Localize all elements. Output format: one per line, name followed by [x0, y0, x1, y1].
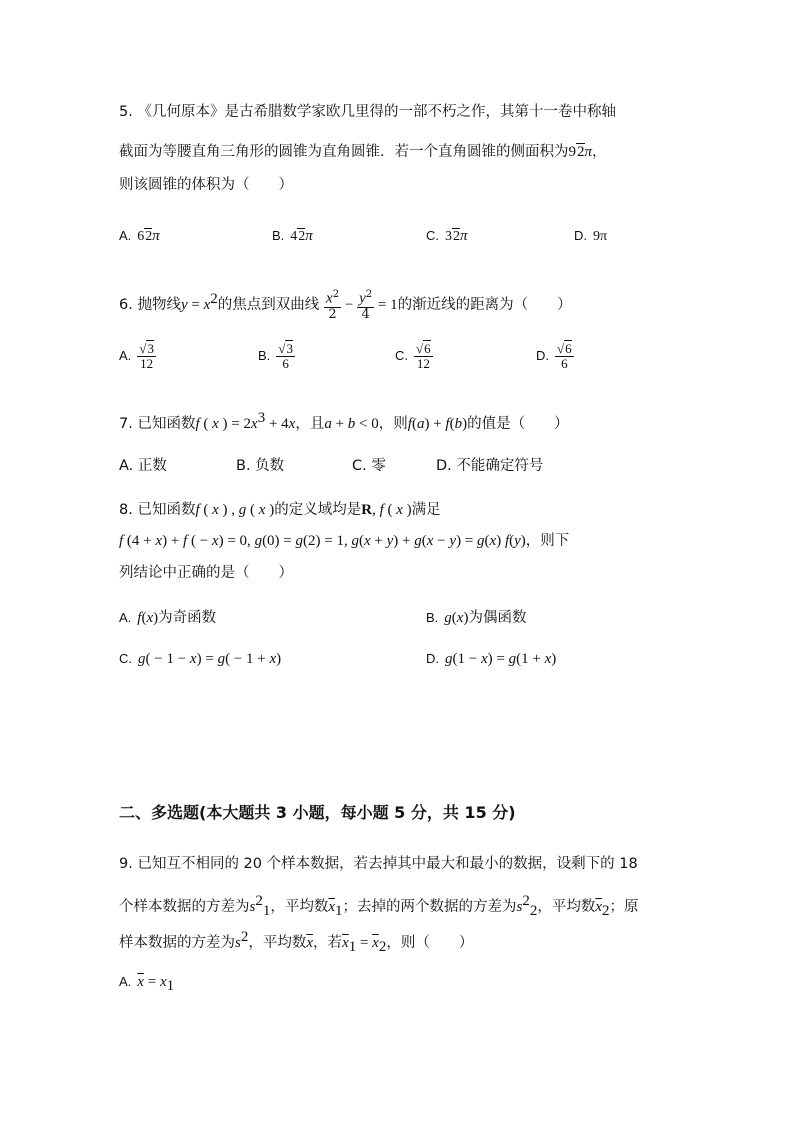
- q8-line3: 列结论中正确的是（ ）: [119, 565, 293, 581]
- q5-line1: 5. 《几何原本》是古希腊数学家欧几里得的一部不朽之作，其第十一卷中称轴: [119, 104, 616, 120]
- q7-option-a: A. 正数: [119, 458, 167, 474]
- q9-option-a: A. $\overline{x} = x_1$: [119, 974, 175, 994]
- q9-line2: 个样本数据的方差为$s^2_1$，平均数$\overline{x}_1$；去掉的两个数据的方差为$s^2_2$，平均数$\overline{x}_2$；原: [119, 893, 639, 919]
- q8-line1: 8. 已知函数f ( x ) , g ( x )的定义域均是R, f ( x )满足: [119, 502, 441, 518]
- q7-option-c: C. 零: [352, 458, 386, 474]
- q6-option-a: A. $\frac{√3}{12}$: [119, 341, 154, 371]
- q7-option-b: B. 负数: [236, 458, 285, 474]
- q5-line2: 截面为等腰直角三角形的圆锥为直角圆锥．若一个直角圆锥的侧面积为92π，: [119, 144, 607, 160]
- q9-line3: 样本数据的方差为$s^2$，平均数$\overline{x}$，若$\overline{x}_1 = \overline{x}_2$，则（ ）: [119, 929, 474, 955]
- q5-option-b: B. 42π: [272, 228, 313, 244]
- q7-line: 7. 已知函数f ( x ) = $2x^3 + 4x$，且a + b < 0，则f(a) + f(b)的值是（ ）: [119, 410, 569, 432]
- section-heading-multiple-choice: 二、多选题(本大题共 3 小题，每小题 5 分，共 15 分): [119, 803, 516, 822]
- q6-line: 6. 抛物线$y = x^2$的焦点到双曲线 $\frac{x^2}{2}$ − $\frac{y^2}{4}$ = 1的渐近线的距离为（ ）: [119, 289, 572, 322]
- q6-option-c: C. $\frac{√6}{12}$: [395, 341, 431, 371]
- q8-option-b: B. g(x)为偶函数: [426, 610, 527, 626]
- q9-line1: 9. 已知互不相同的 20 个样本数据，若去掉其中最大和最小的数据，设剩下的 18: [119, 856, 638, 872]
- q8-option-c: C. g( − 1 − x) = g( − 1 + x): [119, 651, 282, 667]
- q6-option-b: B. $\frac{√3}{6}$: [258, 341, 293, 371]
- q5-option-c: C. 32π: [426, 228, 468, 244]
- q5-option-a: A. 62π: [119, 228, 160, 244]
- q5-line3: 则该圆锥的体积为（ ）: [119, 177, 293, 193]
- q7-option-d: D. 不能确定符号: [436, 458, 544, 474]
- q8-option-d: D. g(1 − x) = g(1 + x): [426, 651, 557, 667]
- q6-option-d: D. $\frac{√6}{6}$: [536, 341, 572, 371]
- q8-line2: f (4 + x) + f ( − x) = 0, g(0) = g(2) = 1, g(x + y) + g(x − y) = g(x) f(y)，则下: [119, 533, 570, 549]
- q8-option-a: A. f(x)为奇函数: [119, 610, 217, 626]
- q5-option-d: D. 9π: [574, 228, 608, 244]
